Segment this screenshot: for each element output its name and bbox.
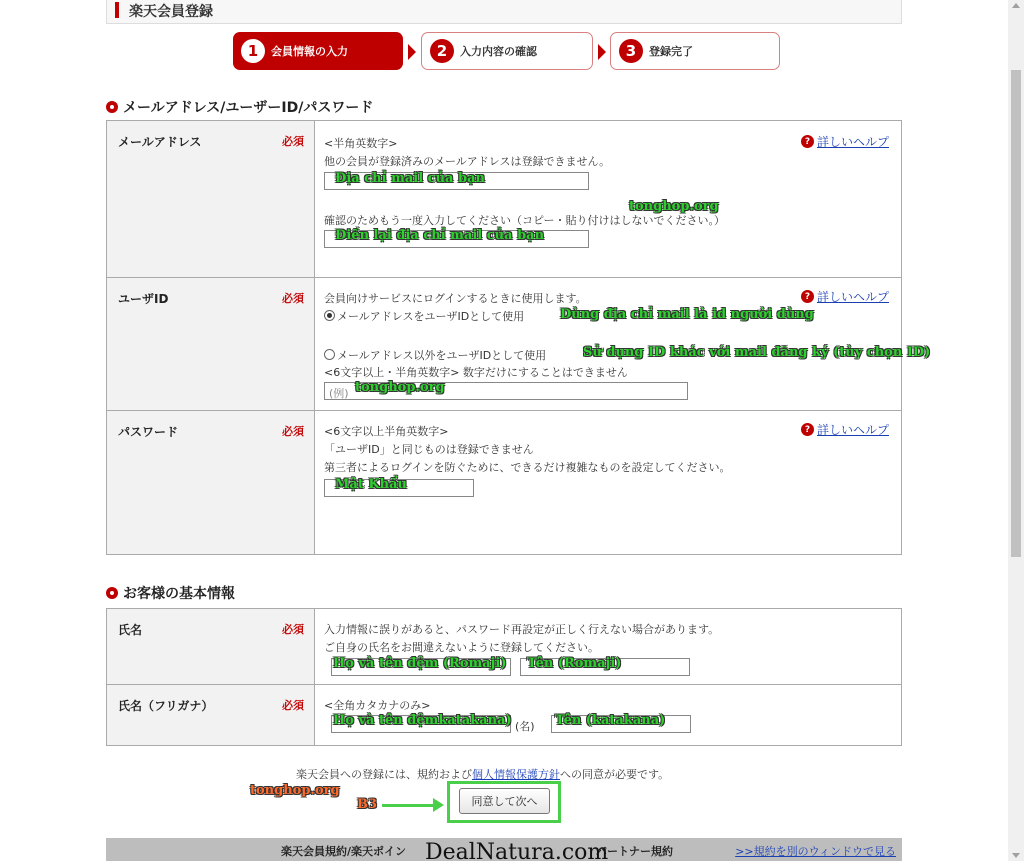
userid-value-cell [315,278,931,411]
step-3-label: 登録完了 [649,45,693,58]
kana-value-cell [315,685,902,746]
watermark-text: tonghop.org [629,199,719,214]
bullet-icon [106,101,118,113]
table-row-name [107,609,902,685]
field-note: <全角カタカナのみ> [324,699,431,712]
step-arrow-icon [598,44,606,60]
name-label-cell [107,609,315,685]
email-value-cell [315,121,902,278]
step-1-label: 会員情報の入力 [271,45,348,58]
arrow-right-icon [382,804,434,807]
password-label-cell [107,411,315,555]
step-arrow-icon [408,44,416,60]
field-label: 氏名（フリガナ） [118,699,214,713]
help-link-password[interactable] [801,421,889,438]
step-1-number: 1 [241,39,265,63]
progress-steps [0,32,1024,72]
help-icon: ? [801,423,814,436]
email-label-cell [107,121,315,278]
annotation-label: Điền lại địa chỉ mail của bạn [335,228,545,243]
agree-next-button[interactable]: 同意して次へ [459,788,550,814]
page-header [106,0,902,24]
radio-selected-icon[interactable] [324,310,335,321]
scroll-up-icon[interactable] [1012,3,1020,8]
field-note: 会員向けサービスにログインするときに使用します。 [324,292,587,305]
userid-label-cell [107,278,315,411]
table-row-kana [107,685,902,746]
required-badge: 必須 [282,425,304,438]
agreement-text [296,766,669,782]
annotation-label: Họ và tên đệmkatakana) [333,713,512,728]
terms-title: 楽天会員規約/楽天ポイン [281,845,407,858]
watermark-text: tonghop.org [250,783,340,798]
password-value-cell [315,411,902,555]
annotation-label: Dùng địa chỉ mail là id người dùng [560,307,814,322]
basic-info-table [106,608,902,746]
field-note: ご自身の氏名をお間違えないように登録してください。 [324,641,599,654]
kana-label-cell [107,685,315,746]
account-form-table [106,120,931,555]
agreement-text-after: への同意が必要です。 [560,768,670,781]
annotation-label: Tên (katakana) [555,713,666,728]
section-heading-basic-info [106,583,235,603]
userid-option-custom[interactable] [324,347,546,363]
terms-title-right: パートナー規約 [596,845,673,858]
field-note: 確認のためもう一度入力してください（コピー・貼り付けはしないでください。） [324,214,726,227]
scroll-down-icon[interactable] [1012,853,1020,858]
annotation-label: Địa chỉ mail của bạn [335,171,485,186]
step-2 [421,32,593,70]
agreement-text-before: 楽天会員への登録には、規約および [296,768,472,781]
step-callout: B3 [357,797,378,812]
field-note: 他の会員が登録済みのメールアドレスは登録できません。 [324,155,611,168]
name-value-cell [315,609,902,685]
scrollbar-thumb[interactable] [1011,70,1021,557]
section-title: お客様の基本情報 [123,586,235,602]
userid-option-email[interactable] [324,308,524,324]
open-terms-link[interactable]: >>規約を別のウィンドウで見る [735,845,896,858]
watermark-text: DealNatura.com [425,840,609,865]
help-link-userid[interactable] [801,288,889,305]
help-link-text[interactable]: 詳しいヘルプ [816,290,889,304]
help-link-text[interactable]: 詳しいヘルプ [816,423,889,437]
annotation-label: Tên (Romaji) [527,656,622,671]
page-title: 楽天会員登録 [129,4,213,20]
option-label: メールアドレスをユーザIDとして使用 [337,310,525,323]
section-heading-account [106,97,373,117]
annotation-label: Mật Khẩu [335,477,407,492]
field-label: 氏名 [118,623,143,637]
privacy-policy-link[interactable]: 個人情報保護方針 [472,768,560,781]
step-2-number: 2 [430,39,454,63]
help-icon: ? [801,135,814,148]
table-row-password [107,411,902,555]
step-2-label: 入力内容の確認 [460,45,537,58]
required-badge: 必須 [282,699,304,712]
vertical-scrollbar[interactable] [1008,0,1024,861]
field-label: ユーザID [118,292,169,306]
field-note: <6文字以上・半角英数字> 数字だけにすることはできません [324,366,628,379]
annotation-label: Họ và tên đệm (Romaji) [333,656,507,671]
header-accent [115,2,119,18]
required-badge: 必須 [282,623,304,636]
help-link-text[interactable]: 詳しいヘルプ [816,135,889,149]
field-note: 「ユーザID」と同じものは登録できません [324,443,534,456]
field-note: <半角英数字> [324,137,398,150]
annotation-label: Sử dụng ID khác với mail đăng ký (tùy chọn ID) [583,345,931,360]
required-badge: 必須 [282,135,304,148]
bullet-icon [106,587,118,599]
step-3-number: 3 [619,39,643,63]
field-sublabel: (名) [515,720,535,733]
table-row-userid [107,278,902,411]
required-badge: 必須 [282,292,304,305]
field-label: パスワード [118,425,179,439]
radio-unselected-icon[interactable] [324,349,335,360]
input-placeholder: (例) [329,387,349,400]
help-link-email[interactable] [801,133,889,150]
section-title: メールアドレス/ユーザーID/パスワード [123,100,374,116]
field-label: メールアドレス [118,135,202,149]
table-row-email [107,121,902,278]
step-3 [610,32,780,70]
watermark-text: tonghop.org [355,380,445,395]
step-1 [233,32,403,70]
option-label: メールアドレス以外をユーザIDとして使用 [337,349,547,362]
field-note: 第三者によるログインを防ぐために、できるだけ複雑なものを設定してください。 [324,461,731,474]
field-note: 入力情報に誤りがあると、パスワード再設定が正しく行えない場合があります。 [324,623,720,636]
help-icon: ? [801,290,814,303]
field-note: <6文字以上半角英数字> [324,425,449,438]
